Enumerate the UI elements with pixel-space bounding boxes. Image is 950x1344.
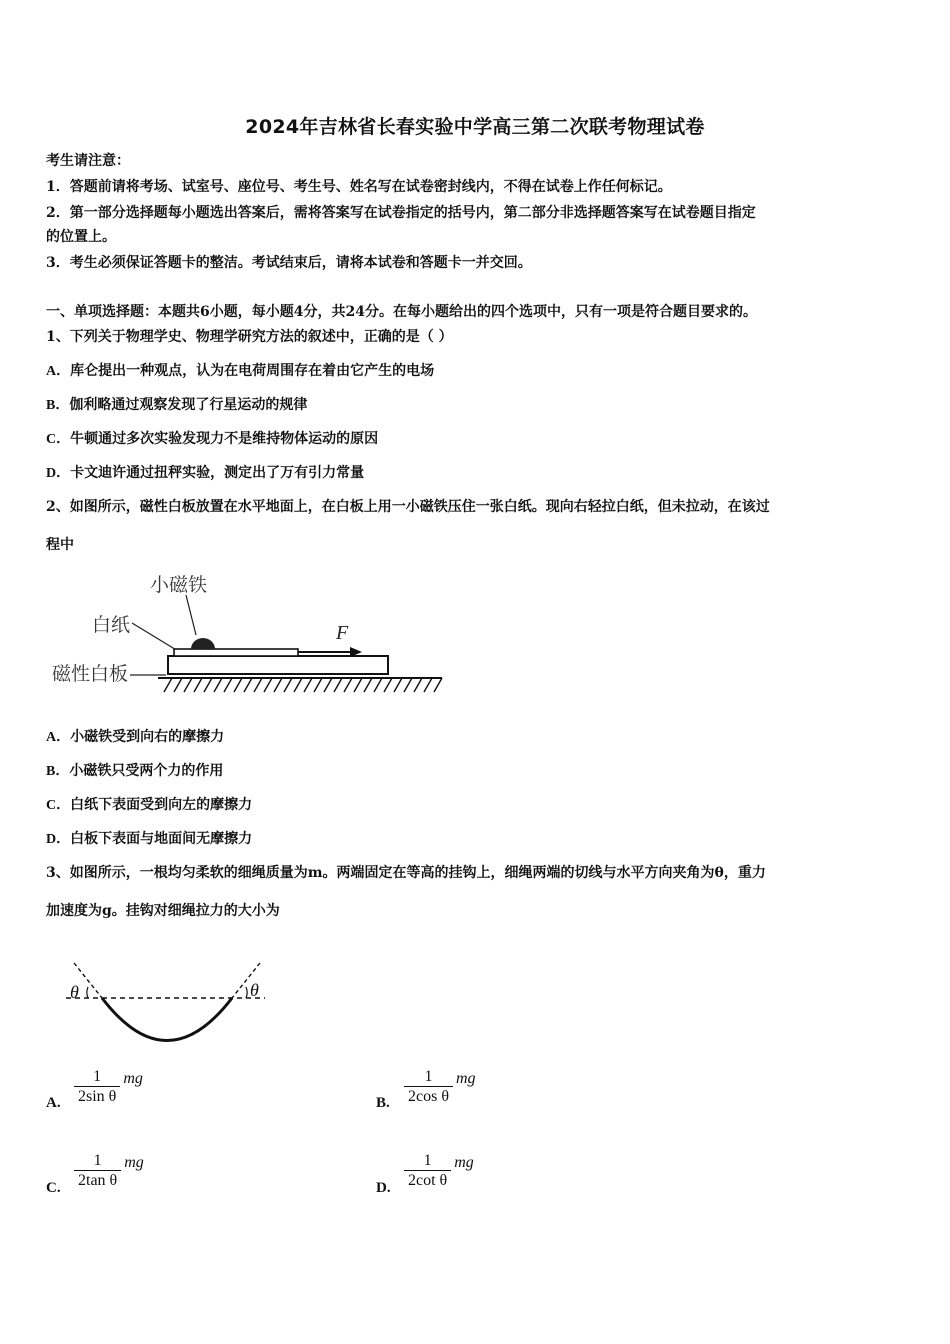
hatch-line: [184, 678, 192, 692]
option-letter: B．: [46, 764, 70, 779]
option-text: 牛顿通过多次实验发现力不是维持物体运动的原因: [70, 431, 379, 447]
left-angle-arc: [87, 987, 88, 998]
small-magnet: [191, 638, 215, 649]
paper-leader-line: [132, 623, 178, 651]
fraction-denominator: 2tan θ: [78, 1172, 118, 1189]
option-text: 小磁铁受到向右的摩擦力: [70, 729, 225, 745]
fraction: [404, 1068, 453, 1107]
left-angle-label: θ: [70, 982, 79, 1002]
option-text: 卡文迪许通过扭秤实验，测定出了万有引力常量: [70, 465, 365, 481]
notice-item-2-cont: 的位置上。: [46, 229, 116, 245]
hatch-line: [334, 678, 342, 692]
q2-option-a: [46, 728, 224, 747]
hatch-line: [324, 678, 332, 692]
fraction-numerator: 1: [423, 1152, 432, 1169]
hatch-line: [394, 678, 402, 692]
hatch-line: [434, 678, 442, 692]
fraction-denominator: 2sin θ: [78, 1088, 117, 1105]
q2-option-b: [46, 762, 223, 781]
notice-item-1: 1．答题前请将考场、试室号、座位号、考生号、姓名写在试卷密封线内，不得在试卷上作任何标记。: [46, 179, 672, 195]
formula-tail: mg: [123, 1069, 143, 1087]
label-force: F: [336, 622, 349, 644]
hatch-line: [204, 678, 212, 692]
fraction: [74, 1152, 121, 1191]
right-angle-label: θ: [250, 980, 259, 1000]
option-letter: B．: [46, 398, 70, 413]
hatch-line: [174, 678, 182, 692]
hatch-line: [384, 678, 392, 692]
q1-option-b: [46, 396, 307, 415]
label-paper: 白纸: [92, 615, 131, 636]
right-angle-arc: [246, 987, 247, 998]
q3-option-d-label: D.: [376, 1180, 391, 1196]
q3-stem-line1: 3、如图所示，一根均匀柔软的细绳质量为m。两端固定在等高的挂钩上，细绳两端的切线与水平方向夹角为θ，重力: [46, 865, 766, 881]
q1-option-a: [46, 362, 434, 381]
notice-item-2: 2．第一部分选择题每小题选出答案后，需将答案写在试卷指定的括号内，第二部分非选择题答案写在试卷题目指定: [46, 205, 756, 221]
page-title: 2024年吉林省长春实验中学高三第二次联考物理试卷: [245, 116, 705, 138]
white-paper: [174, 649, 298, 656]
q3-option-a-label: A.: [46, 1095, 61, 1111]
hatch-line: [274, 678, 282, 692]
label-magnet: 小磁铁: [150, 575, 208, 596]
formula-tail: mg: [456, 1069, 476, 1087]
option-text: 库仑提出一种观点，认为在电荷周围存在着由它产生的电场: [70, 363, 435, 379]
formula-tail: mg: [454, 1153, 474, 1171]
magnet-leader-line: [186, 595, 196, 635]
hatch-line: [404, 678, 412, 692]
hatch-line: [234, 678, 242, 692]
rope-curve: [102, 998, 232, 1041]
q3-option-b-formula: [404, 1068, 476, 1107]
magnetic-board: [168, 656, 388, 674]
hatch-line: [344, 678, 352, 692]
label-board: 磁性白板: [52, 664, 129, 685]
hatch-line: [264, 678, 272, 692]
hatch-line: [424, 678, 432, 692]
q2-option-c: [46, 796, 252, 815]
hatch-line: [354, 678, 362, 692]
option-letter: C．: [46, 432, 71, 447]
hatch-line: [244, 678, 252, 692]
hatch-line: [194, 678, 202, 692]
hatch-line: [304, 678, 312, 692]
option-text: 白纸下表面受到向左的摩擦力: [70, 797, 253, 813]
fraction-denominator: 2cot θ: [408, 1172, 448, 1189]
ground-hatching: [164, 678, 442, 692]
option-letter: A．: [46, 364, 71, 379]
hatch-line: [314, 678, 322, 692]
fraction: [74, 1068, 120, 1107]
q2-stem-line2: 程中: [46, 537, 74, 553]
q3-option-c-formula: [74, 1152, 144, 1191]
hatch-line: [164, 678, 172, 692]
q3-stem-line2: 加速度为g。挂钩对细绳拉力的大小为: [46, 903, 280, 919]
q3-option-d-formula: [404, 1152, 474, 1191]
fraction-numerator: 1: [424, 1068, 433, 1085]
magnet-board-figure: [46, 565, 446, 715]
hatch-line: [284, 678, 292, 692]
hatch-line: [214, 678, 222, 692]
q2-option-d: [46, 830, 252, 849]
hatch-line: [254, 678, 262, 692]
q3-option-c-label: C.: [46, 1180, 61, 1196]
hatch-line: [294, 678, 302, 692]
rope-figure: [60, 955, 275, 1050]
fraction: [404, 1152, 451, 1191]
q3-option-a-formula: [74, 1068, 143, 1107]
option-text: 伽利略通过观察发现了行星运动的规律: [69, 397, 308, 413]
q1-option-d: [46, 464, 364, 483]
option-letter: A．: [46, 730, 71, 745]
option-letter: D．: [46, 466, 71, 481]
section-heading: 一、单项选择题：本题共6小题，每小题4分，共24分。在每小题给出的四个选项中，只有一项是符合题目要求的。: [46, 304, 757, 320]
notice-heading: 考生请注意：: [46, 153, 130, 169]
hatch-line: [374, 678, 382, 692]
option-text: 白板下表面与地面间无摩擦力: [70, 831, 253, 847]
hatch-line: [414, 678, 422, 692]
notice-item-3: 3．考生必须保证答题卡的整洁。考试结束后，请将本试卷和答题卡一并交回。: [46, 255, 532, 271]
q1-option-c: [46, 430, 378, 449]
option-text: 小磁铁只受两个力的作用: [69, 763, 224, 779]
q2-stem-line1: 2、如图所示，磁性白板放置在水平地面上，在白板上用一小磁铁压住一张白纸。现向右轻拉白纸，但未拉动，在该过: [46, 499, 770, 515]
fraction-numerator: 1: [93, 1152, 102, 1169]
q1-stem: 1、下列关于物理学史、物理学研究方法的叙述中，正确的是（ ）: [46, 329, 453, 345]
q3-option-b-label: B.: [376, 1095, 390, 1111]
option-letter: D．: [46, 832, 71, 847]
fraction-denominator: 2cos θ: [408, 1088, 449, 1105]
fraction-numerator: 1: [93, 1068, 102, 1085]
option-letter: C．: [46, 798, 71, 813]
formula-tail: mg: [124, 1153, 144, 1171]
hatch-line: [364, 678, 372, 692]
hatch-line: [224, 678, 232, 692]
